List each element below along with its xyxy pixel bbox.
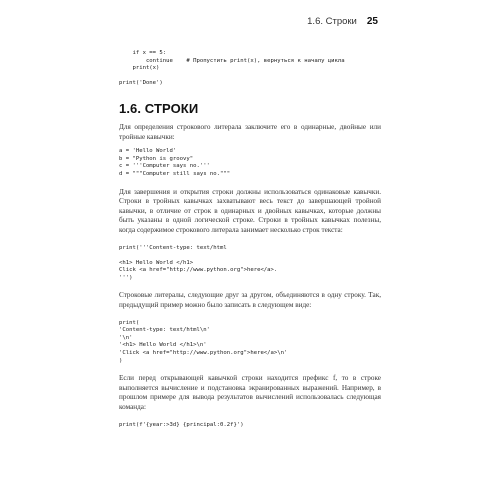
code-block-concatenated-print: print( 'Content-type: text/html\n' '\n' '<h1> Hello World </h1>\n' 'Click <a href="http://www.python.org">here</a>\n' ): [119, 319, 288, 364]
paragraph-string-literal-intro: Для определения строкового литерала заключите его в одинарные, двойные или тройные кавычки:: [119, 122, 381, 141]
code-block-string-literals: a = 'Hello World' b = "Python is groovy" c = '''Computer says no.''' d = """Computer still says no.""": [119, 148, 231, 177]
code-block-f-string-print: print(f'{year:>3d} {principal:0.2f}'): [119, 421, 244, 428]
code-block-triple-quote-print: print('''Content-type: text/html <h1> Hello World </h1> Click <a href="http://www.python.org">here</a>. '''): [119, 244, 278, 281]
running-header: [307, 16, 378, 27]
code-block-loop-continue: if x == 5: continue # Пропустить print(x), вернуться к началу цикла print(x) print('Done'): [119, 50, 345, 87]
section-heading: 1.6. СТРОКИ: [119, 100, 199, 116]
paragraph-triple-quotes: Для завершения и открытия строки должны использоваться одинаковые кавычки. Строки в тройных кавычках захватывают весь текст до завершающей тройной кавычки, в отличие от строк в одинарных и двойных кавычках, которые должны быть указаны в одной логической строке. Строки в тройных кавычках полезны, когда содержимое строкового литерала занимает несколько строк текста:: [119, 187, 381, 234]
page-content: [119, 50, 381, 429]
paragraph-f-string-prefix: Если перед открывающей кавычкой строки находится префикс f, то в строке выполняется вычисление и подстановка экранированных выражений. Например, в прошлом примере для вывода результатов вычислений использовалась следующая команда:: [119, 374, 381, 411]
page-number: 25: [366, 16, 378, 27]
running-header-section-title: 1.6. Строки: [307, 16, 357, 27]
paragraph-literal-concatenation: Строковые литералы, следующие друг за другом, объединяются в одну строку. Так, предыдущий пример можно было записать в следующем виде:: [119, 291, 381, 310]
